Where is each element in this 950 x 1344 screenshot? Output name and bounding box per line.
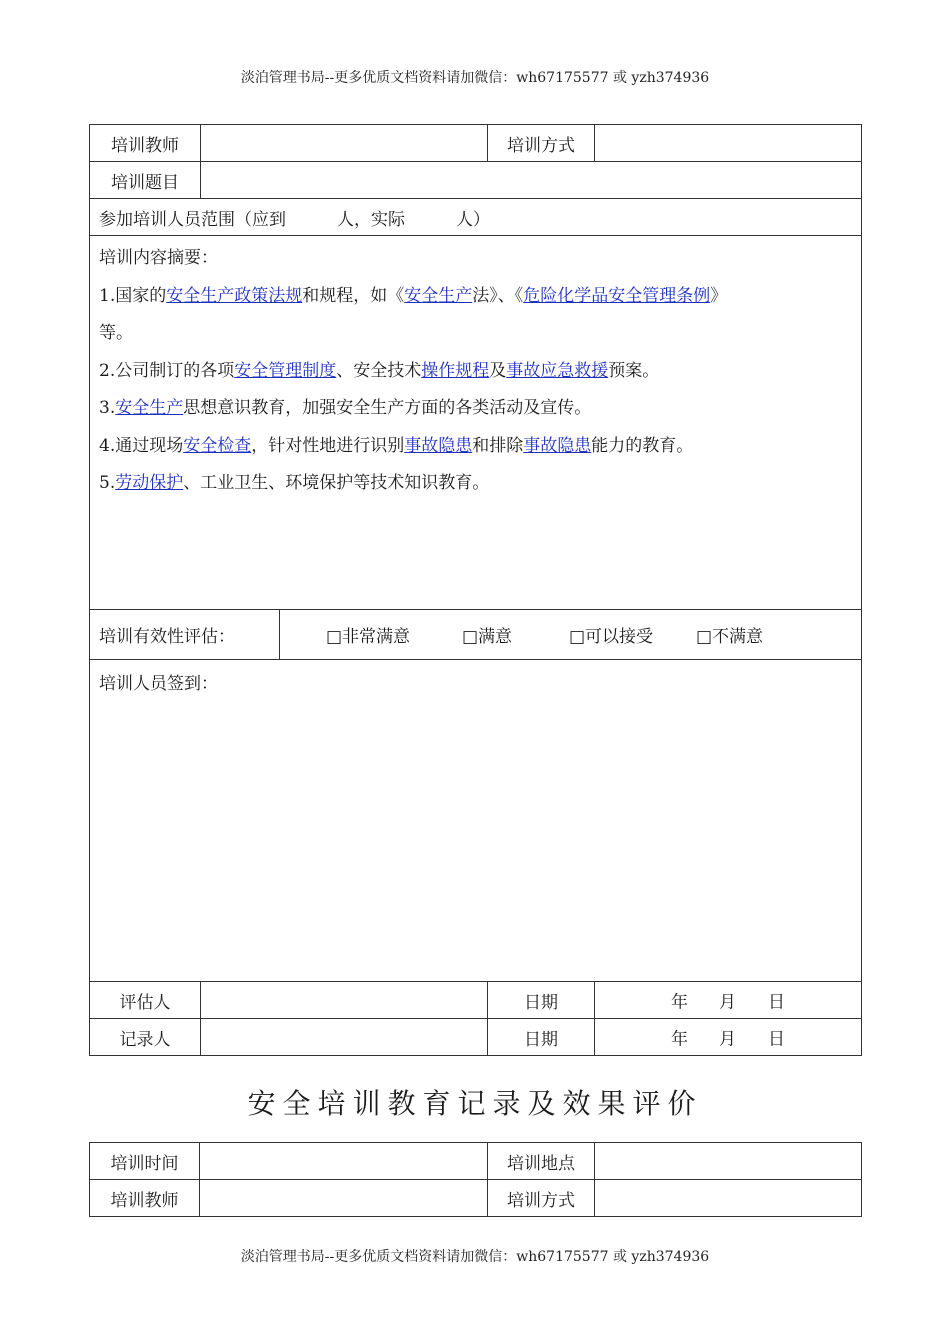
teacher-input-2[interactable] (200, 1180, 488, 1217)
option-acceptable[interactable]: □可以接受 (569, 627, 654, 647)
date-input-1[interactable] (595, 982, 862, 1019)
link-hidden-hazard-2[interactable]: 事故隐患 (523, 435, 592, 456)
link-labor-protection[interactable]: 劳动保护 (115, 473, 184, 493)
signin-area[interactable] (90, 660, 862, 982)
link-emergency-rescue[interactable]: 事故应急救援 (506, 360, 609, 381)
assessor-label: 评估人 (90, 982, 201, 1019)
evaluation-row (90, 610, 862, 660)
date-label-2: 日期 (488, 1019, 595, 1056)
link-safety-policy[interactable]: 安全生产政策法规 (166, 285, 303, 306)
year-unit: 年 (671, 992, 688, 1013)
month-unit: 月 (719, 1029, 736, 1050)
place-input[interactable] (595, 1143, 862, 1180)
content-item-3: 3.安全生产思想意识教育，加强安全生产方面的各类活动及宣传。 (99, 398, 592, 418)
evaluation-options (280, 622, 861, 647)
day-unit: 日 (768, 992, 785, 1013)
year-unit: 年 (671, 1029, 688, 1050)
recorder-label: 记录人 (90, 1019, 201, 1056)
participant-scope: 参加培训人员范围（应到 人，实际 人） (90, 199, 862, 236)
month-unit: 月 (719, 992, 736, 1013)
footer-note: 淡泊管理书局--更多优质文档资料请加微信：wh67175577 或 yzh374936 (240, 1249, 710, 1265)
place-label: 培训地点 (488, 1143, 595, 1180)
option-satisfied[interactable]: □满意 (462, 627, 513, 647)
topic-label: 培训题目 (90, 162, 201, 199)
link-hazardous-chemicals[interactable]: 危险化学品安全管理条例 (523, 285, 711, 306)
link-safety-production[interactable]: 安全生产 (404, 285, 473, 306)
topic-input[interactable] (201, 162, 862, 199)
date-input-2[interactable] (595, 1019, 862, 1056)
option-unsatisfied[interactable]: □不满意 (696, 627, 764, 647)
content-item-4: 4.通过现场安全检查，针对性地进行识别事故隐患和排除事故隐患能力的教育。 (99, 435, 694, 456)
content-item-2: 2.公司制订的各项安全管理制度、安全技术操作规程及事故应急救援预案。 (99, 360, 660, 381)
content-heading: 培训内容摘要： (99, 248, 218, 268)
training-record-table-2 (89, 1142, 862, 1217)
link-safety-management[interactable]: 安全管理制度 (234, 360, 337, 381)
link-hidden-hazard[interactable]: 事故隐患 (404, 435, 473, 456)
option-very-satisfied[interactable]: □非常满意 (326, 627, 411, 647)
content-item-1-cont: 等。 (99, 323, 133, 343)
recorder-input[interactable] (201, 1019, 488, 1056)
day-unit: 日 (768, 1029, 785, 1050)
method-input[interactable] (595, 125, 862, 162)
link-safety-production-2[interactable]: 安全生产 (115, 398, 184, 418)
header-note: 淡泊管理书局--更多优质文档资料请加微信：wh67175577 或 yzh374936 (240, 70, 710, 86)
content-summary (90, 236, 862, 610)
date-label-1: 日期 (488, 982, 595, 1019)
method-label-2: 培训方式 (488, 1180, 595, 1217)
teacher-input[interactable] (201, 125, 488, 162)
link-safety-inspection[interactable]: 安全检查 (183, 435, 252, 456)
assessor-input[interactable] (201, 982, 488, 1019)
teacher-label-2: 培训教师 (90, 1180, 200, 1217)
evaluation-label: 培训有效性评估： (90, 610, 280, 659)
time-label: 培训时间 (90, 1143, 200, 1180)
page-title: 安全培训教育记录及效果评价 (247, 1087, 703, 1120)
time-input[interactable] (200, 1143, 488, 1180)
teacher-label: 培训教师 (90, 125, 201, 162)
content-item-1: 1.国家的安全生产政策法规和规程，如《安全生产法》、《危险化学品安全管理条例》 (99, 285, 728, 306)
content-item-5: 5.劳动保护、工业卫生、环境保护等技术知识教育。 (99, 473, 490, 493)
method-label: 培训方式 (488, 125, 595, 162)
link-operating-procedures[interactable]: 操作规程 (421, 360, 490, 381)
signin-label: 培训人员签到： (99, 674, 218, 694)
method-input-2[interactable] (595, 1180, 862, 1217)
training-record-table (89, 124, 862, 1056)
